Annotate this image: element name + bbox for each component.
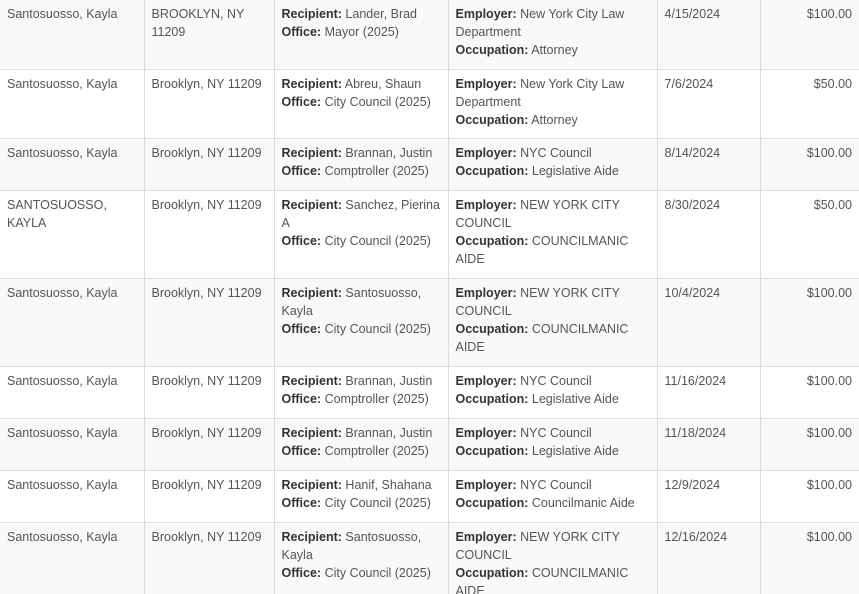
recipient-label: Recipient: <box>281 286 342 300</box>
office-value: City Council (2025) <box>324 95 431 109</box>
recipient-line <box>282 75 441 93</box>
recipient-label: Recipient: <box>281 77 342 91</box>
office-label: Office: <box>281 496 322 510</box>
contributor-location: Brooklyn, NY 11209 <box>144 367 274 419</box>
office-value: City Council (2025) <box>324 496 431 510</box>
employer-label: Employer: <box>455 530 517 544</box>
occupation-line <box>456 564 650 594</box>
recipient-label: Recipient: <box>281 198 342 212</box>
contributor-location: Brooklyn, NY 11209 <box>144 191 274 279</box>
contribution-amount: $100.00 <box>760 471 859 523</box>
recipient-cell <box>274 419 448 471</box>
office-label: Office: <box>281 322 322 336</box>
contributor-name: SANTOSUOSSO, KAYLA <box>0 191 144 279</box>
employer-line <box>456 476 650 494</box>
office-line <box>282 320 441 338</box>
employer-label: Employer: <box>455 7 517 21</box>
occupation-line <box>456 41 650 59</box>
recipient-cell <box>274 139 448 191</box>
table-row <box>0 419 859 471</box>
occupation-label: Occupation: <box>455 392 529 406</box>
table-row <box>0 191 859 279</box>
employer-value: NYC Council <box>520 478 592 492</box>
recipient-value: Lander, Brad <box>345 7 418 21</box>
employer-cell <box>448 523 657 594</box>
contributor-location: BROOKLYN, NY 11209 <box>144 0 274 70</box>
office-line <box>282 564 441 582</box>
recipient-cell <box>274 471 448 523</box>
employer-cell <box>448 279 657 367</box>
contribution-date: 8/30/2024 <box>657 191 760 279</box>
contributor-name: Santosuosso, Kayla <box>0 523 144 594</box>
contributor-name: Santosuosso, Kayla <box>0 0 144 70</box>
employer-line <box>456 528 650 564</box>
employer-line <box>456 5 650 41</box>
recipient-cell <box>274 70 448 139</box>
occupation-label: Occupation: <box>455 566 529 580</box>
recipient-cell <box>274 0 448 70</box>
employer-cell <box>448 70 657 139</box>
office-line <box>282 390 441 408</box>
table-row <box>0 471 859 523</box>
office-value: City Council (2025) <box>324 234 431 248</box>
contribution-amount: $100.00 <box>760 523 859 594</box>
office-line <box>282 93 441 111</box>
contribution-amount: $100.00 <box>760 139 859 191</box>
occupation-line <box>456 494 650 512</box>
office-line <box>282 232 441 250</box>
contribution-date: 8/14/2024 <box>657 139 760 191</box>
occupation-label: Occupation: <box>455 496 529 510</box>
occupation-line <box>456 390 650 408</box>
employer-value: New York City Law Department <box>455 7 625 39</box>
recipient-cell <box>274 279 448 367</box>
employer-label: Employer: <box>455 146 517 160</box>
contributor-name: Santosuosso, Kayla <box>0 279 144 367</box>
recipient-label: Recipient: <box>281 7 342 21</box>
contribution-date: 11/18/2024 <box>657 419 760 471</box>
recipient-value: Hanif, Shahana <box>345 478 432 492</box>
office-line <box>282 494 441 512</box>
employer-cell <box>448 367 657 419</box>
employer-value: NYC Council <box>520 374 592 388</box>
contributor-location: Brooklyn, NY 11209 <box>144 279 274 367</box>
employer-cell <box>448 191 657 279</box>
employer-line <box>456 144 650 162</box>
occupation-value: Attorney <box>531 43 578 57</box>
office-line <box>282 162 441 180</box>
employer-value: NEW YORK CITY COUNCIL <box>455 530 620 562</box>
occupation-label: Occupation: <box>455 113 529 127</box>
contribution-date: 12/9/2024 <box>657 471 760 523</box>
contributor-location: Brooklyn, NY 11209 <box>144 523 274 594</box>
recipient-line <box>282 528 441 564</box>
contribution-date: 12/16/2024 <box>657 523 760 594</box>
employer-cell <box>448 0 657 70</box>
recipient-cell <box>274 523 448 594</box>
recipient-line <box>282 5 441 23</box>
recipient-line <box>282 476 441 494</box>
office-value: Comptroller (2025) <box>324 392 429 406</box>
occupation-value: Councilmanic Aide <box>531 496 635 510</box>
table-row <box>0 70 859 139</box>
contribution-date: 10/4/2024 <box>657 279 760 367</box>
contributor-name: Santosuosso, Kayla <box>0 419 144 471</box>
employer-line <box>456 75 650 111</box>
occupation-line <box>456 111 650 129</box>
employer-cell <box>448 471 657 523</box>
recipient-label: Recipient: <box>281 146 342 160</box>
contribution-amount: $100.00 <box>760 0 859 70</box>
occupation-label: Occupation: <box>455 322 529 336</box>
contributor-name: Santosuosso, Kayla <box>0 471 144 523</box>
contribution-amount: $100.00 <box>760 279 859 367</box>
employer-line <box>456 196 650 232</box>
contribution-amount: $50.00 <box>760 191 859 279</box>
office-label: Office: <box>281 234 322 248</box>
recipient-label: Recipient: <box>281 530 342 544</box>
contribution-amount: $100.00 <box>760 419 859 471</box>
occupation-line <box>456 320 650 356</box>
employer-value: New York City Law Department <box>455 77 625 109</box>
occupation-value: Attorney <box>531 113 578 127</box>
office-line <box>282 442 441 460</box>
recipient-value: Abreu, Shaun <box>344 77 422 91</box>
recipient-line <box>282 424 441 442</box>
recipient-value: Brannan, Justin <box>345 146 433 160</box>
recipient-line <box>282 372 441 390</box>
recipient-cell <box>274 367 448 419</box>
employer-value: NYC Council <box>520 146 592 160</box>
occupation-value: Legislative Aide <box>531 392 619 406</box>
table-row <box>0 523 859 594</box>
office-label: Office: <box>281 392 322 406</box>
recipient-line <box>282 196 441 232</box>
recipient-line <box>282 284 441 320</box>
occupation-value: COUNCILMANIC AIDE <box>455 234 629 266</box>
recipient-label: Recipient: <box>281 478 342 492</box>
employer-label: Employer: <box>455 198 517 212</box>
occupation-label: Occupation: <box>455 43 529 57</box>
recipient-cell <box>274 191 448 279</box>
occupation-label: Occupation: <box>455 164 529 178</box>
occupation-value: COUNCILMANIC AIDE <box>455 566 629 594</box>
employer-value: NEW YORK CITY COUNCIL <box>455 286 620 318</box>
contribution-date: 7/6/2024 <box>657 70 760 139</box>
occupation-value: Legislative Aide <box>531 444 619 458</box>
employer-label: Employer: <box>455 374 517 388</box>
recipient-value: Santosuosso, Kayla <box>281 286 422 318</box>
office-label: Office: <box>281 95 322 109</box>
recipient-line <box>282 144 441 162</box>
table-row <box>0 0 859 70</box>
employer-cell <box>448 139 657 191</box>
employer-value: NEW YORK CITY COUNCIL <box>455 198 620 230</box>
office-line <box>282 23 441 41</box>
recipient-value: Brannan, Justin <box>345 374 433 388</box>
contribution-amount: $100.00 <box>760 367 859 419</box>
contributor-location: Brooklyn, NY 11209 <box>144 139 274 191</box>
office-value: Comptroller (2025) <box>324 444 429 458</box>
occupation-value: Legislative Aide <box>531 164 619 178</box>
office-label: Office: <box>281 164 322 178</box>
contribution-date: 4/15/2024 <box>657 0 760 70</box>
office-value: Comptroller (2025) <box>324 164 429 178</box>
office-label: Office: <box>281 566 322 580</box>
office-value: City Council (2025) <box>324 322 431 336</box>
occupation-label: Occupation: <box>455 234 529 248</box>
employer-line <box>456 372 650 390</box>
occupation-line <box>456 442 650 460</box>
employer-line <box>456 284 650 320</box>
occupation-label: Occupation: <box>455 444 529 458</box>
employer-line <box>456 424 650 442</box>
contributor-name: Santosuosso, Kayla <box>0 70 144 139</box>
recipient-value: Sanchez, Pierina A <box>281 198 440 230</box>
contributor-location: Brooklyn, NY 11209 <box>144 471 274 523</box>
employer-value: NYC Council <box>520 426 592 440</box>
recipient-label: Recipient: <box>281 374 342 388</box>
occupation-value: COUNCILMANIC AIDE <box>455 322 629 354</box>
employer-cell <box>448 419 657 471</box>
contributor-location: Brooklyn, NY 11209 <box>144 70 274 139</box>
recipient-value: Brannan, Justin <box>345 426 433 440</box>
contribution-amount: $50.00 <box>760 70 859 139</box>
table-row <box>0 367 859 419</box>
office-value: Mayor (2025) <box>324 25 399 39</box>
occupation-line <box>456 232 650 268</box>
contributor-name: Santosuosso, Kayla <box>0 367 144 419</box>
table-row <box>0 279 859 367</box>
recipient-value: Santosuosso, Kayla <box>281 530 422 562</box>
table-row <box>0 139 859 191</box>
office-label: Office: <box>281 25 322 39</box>
employer-label: Employer: <box>455 77 517 91</box>
contributor-name: Santosuosso, Kayla <box>0 139 144 191</box>
contribution-date: 11/16/2024 <box>657 367 760 419</box>
employer-label: Employer: <box>455 426 517 440</box>
office-label: Office: <box>281 444 322 458</box>
contributor-location: Brooklyn, NY 11209 <box>144 419 274 471</box>
employer-label: Employer: <box>455 478 517 492</box>
recipient-label: Recipient: <box>281 426 342 440</box>
employer-label: Employer: <box>455 286 517 300</box>
occupation-line <box>456 162 650 180</box>
office-value: City Council (2025) <box>324 566 431 580</box>
